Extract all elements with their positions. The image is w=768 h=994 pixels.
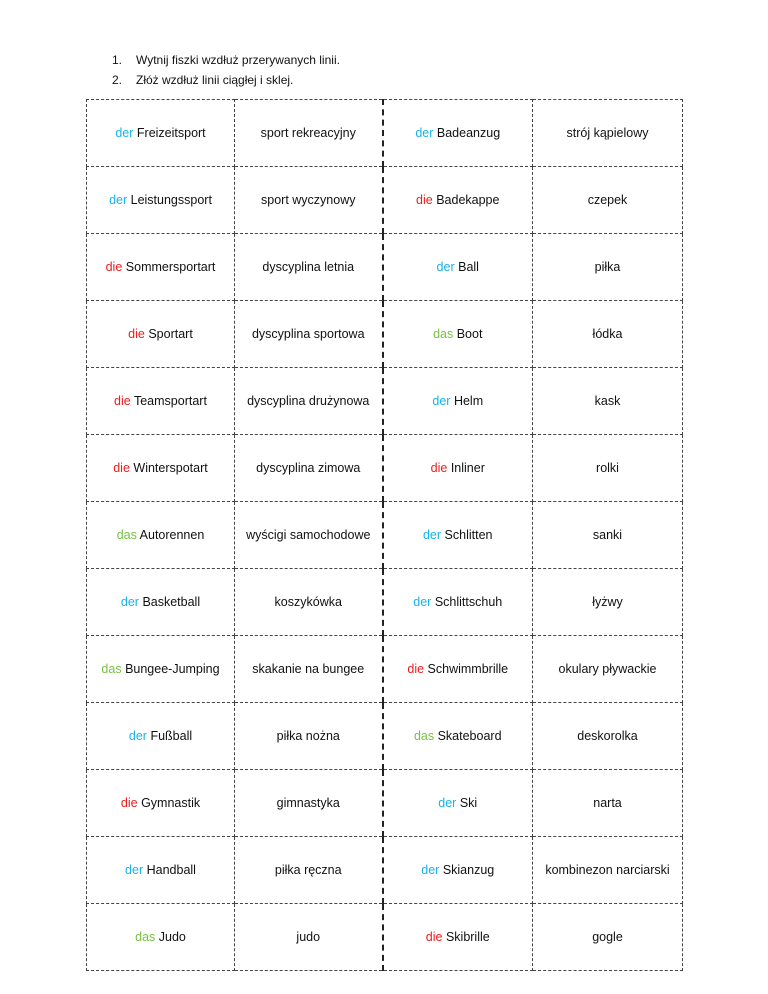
flashcard-row	[87, 167, 683, 234]
article: der	[432, 394, 451, 408]
noun: Schlitten	[444, 528, 493, 542]
german-word-card	[383, 502, 533, 569]
flashcard-row	[87, 569, 683, 636]
noun: Inliner	[450, 461, 485, 475]
german-word-card	[87, 301, 235, 368]
polish-translation-card: kombinezon narciarski	[533, 837, 683, 904]
instruction-text: Złóż wzdłuż linii ciągłej i sklej.	[136, 73, 294, 87]
noun: Schwimmbrille	[427, 662, 509, 676]
noun: Bungee-Jumping	[125, 662, 220, 676]
instruction-item	[112, 50, 340, 70]
flashcard-row	[87, 770, 683, 837]
german-word-card	[87, 837, 235, 904]
flashcard-row	[87, 435, 683, 502]
polish-translation-card: sport rekreacyjny	[235, 100, 383, 167]
flashcard-row	[87, 234, 683, 301]
polish-translation-card: dyscyplina drużynowa	[235, 368, 383, 435]
noun: Ball	[458, 260, 479, 274]
noun: Basketball	[142, 595, 201, 609]
polish-translation-card: okulary pływackie	[533, 636, 683, 703]
german-word-card	[383, 301, 533, 368]
german-word-card	[87, 703, 235, 770]
article: die	[430, 461, 448, 475]
german-word-card	[383, 234, 533, 301]
noun: Freizeitsport	[136, 126, 206, 140]
noun: Skateboard	[437, 729, 502, 743]
instruction-number: 2.	[112, 73, 123, 87]
article: die	[425, 930, 443, 944]
noun: Teamsportart	[133, 394, 207, 408]
german-word-card	[87, 100, 235, 167]
article: der	[413, 595, 432, 609]
german-word-card	[383, 368, 533, 435]
polish-translation-card: piłka	[533, 234, 683, 301]
article: die	[128, 327, 145, 341]
polish-translation-card: łódka	[533, 301, 683, 368]
article: das	[101, 662, 122, 676]
german-word-card	[383, 770, 533, 837]
article: der	[422, 528, 442, 542]
german-word-card	[383, 100, 533, 167]
flashcard-row	[87, 301, 683, 368]
polish-translation-card: narta	[533, 770, 683, 837]
german-word-card	[87, 435, 235, 502]
polish-translation-card: sport wyczynowy	[235, 167, 383, 234]
polish-translation-card: skakanie na bungee	[235, 636, 383, 703]
flashcard-row	[87, 502, 683, 569]
article: der	[436, 260, 455, 274]
article: der	[109, 193, 128, 207]
noun: Schlittschuh	[434, 595, 503, 609]
polish-translation-card: judo	[235, 904, 383, 971]
noun: Sommersportart	[125, 260, 216, 274]
german-word-card	[383, 904, 533, 971]
polish-translation-card: deskorolka	[533, 703, 683, 770]
german-word-card	[87, 167, 235, 234]
article: das	[413, 729, 435, 743]
article: der	[128, 729, 147, 743]
noun: Badekappe	[436, 193, 500, 207]
article: der	[115, 126, 134, 140]
polish-translation-card: piłka nożna	[235, 703, 383, 770]
polish-translation-card: piłka ręczna	[235, 837, 383, 904]
article: der	[438, 796, 457, 810]
polish-translation-card: sanki	[533, 502, 683, 569]
noun: Badeanzug	[436, 126, 501, 140]
instructions-list	[112, 50, 340, 90]
polish-translation-card: kask	[533, 368, 683, 435]
flashcard-table	[86, 99, 683, 971]
article: der	[421, 863, 440, 877]
article: das	[135, 930, 156, 944]
flashcard-row	[87, 837, 683, 904]
instruction-text: Wytnij fiszki wzdłuż przerywanych linii.	[136, 53, 340, 67]
german-word-card	[383, 569, 533, 636]
article: das	[116, 528, 137, 542]
flashcard-row	[87, 636, 683, 703]
polish-translation-card: rolki	[533, 435, 683, 502]
german-word-card	[383, 703, 533, 770]
noun: Gymnastik	[141, 796, 201, 810]
polish-translation-card: gimnastyka	[235, 770, 383, 837]
polish-translation-card: dyscyplina zimowa	[235, 435, 383, 502]
noun: Handball	[146, 863, 196, 877]
flashcard-table-body	[87, 100, 683, 971]
flashcard-row	[87, 703, 683, 770]
noun: Leistungssport	[130, 193, 212, 207]
article: das	[433, 327, 454, 341]
article: die	[105, 260, 123, 274]
flashcard-row	[87, 368, 683, 435]
article: die	[114, 394, 131, 408]
polish-translation-card: dyscyplina letnia	[235, 234, 383, 301]
polish-translation-card: strój kąpielowy	[533, 100, 683, 167]
article: die	[120, 796, 138, 810]
article: die	[407, 662, 425, 676]
noun: Skianzug	[442, 863, 495, 877]
flashcard-row	[87, 904, 683, 971]
german-word-card	[383, 435, 533, 502]
german-word-card	[87, 234, 235, 301]
article: der	[415, 126, 434, 140]
polish-translation-card: koszykówka	[235, 569, 383, 636]
article: der	[125, 863, 144, 877]
noun: Ski	[459, 796, 478, 810]
noun: Helm	[453, 394, 484, 408]
noun: Skibrille	[445, 930, 490, 944]
noun: Sportart	[148, 327, 193, 341]
instruction-item	[112, 70, 340, 90]
german-word-card	[87, 502, 235, 569]
noun: Winterspotart	[133, 461, 208, 475]
german-word-card	[87, 636, 235, 703]
polish-translation-card: dyscyplina sportowa	[235, 301, 383, 368]
polish-translation-card: łyżwy	[533, 569, 683, 636]
german-word-card	[87, 368, 235, 435]
german-word-card	[383, 837, 533, 904]
noun: Autorennen	[139, 528, 205, 542]
noun: Fußball	[150, 729, 193, 743]
german-word-card	[87, 770, 235, 837]
noun: Boot	[456, 327, 483, 341]
polish-translation-card: czepek	[533, 167, 683, 234]
instruction-number: 1.	[112, 53, 123, 67]
article: die	[113, 461, 130, 475]
german-word-card	[383, 636, 533, 703]
german-word-card	[87, 904, 235, 971]
flashcard-row	[87, 100, 683, 167]
article: die	[416, 193, 433, 207]
german-word-card	[87, 569, 235, 636]
german-word-card	[383, 167, 533, 234]
polish-translation-card: wyścigi samochodowe	[235, 502, 383, 569]
noun: Judo	[158, 930, 186, 944]
article: der	[120, 595, 139, 609]
polish-translation-card: gogle	[533, 904, 683, 971]
